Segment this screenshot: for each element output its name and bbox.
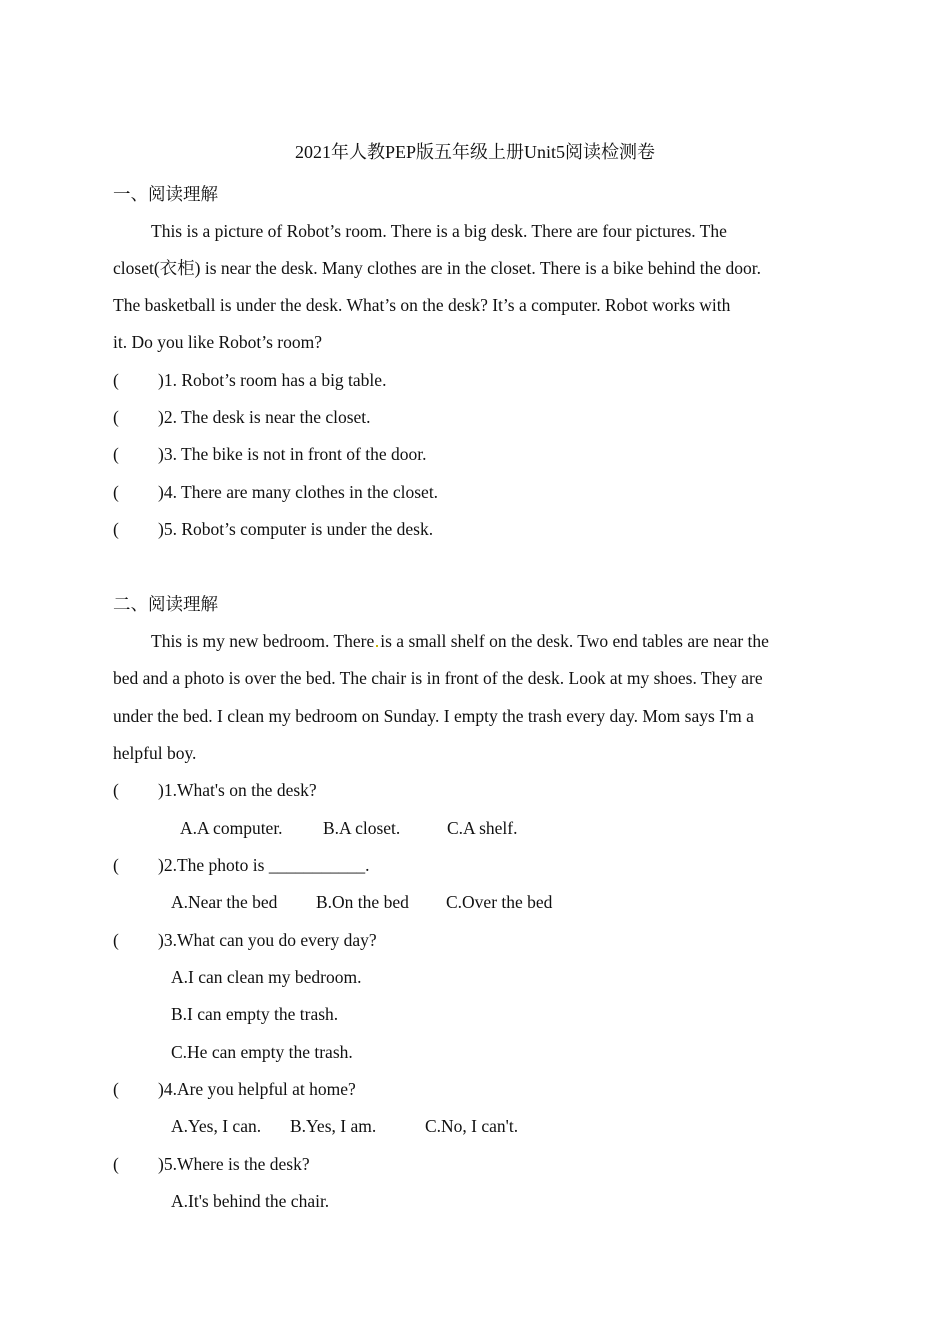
s2-question-2: ( )2.The photo is ___________.	[113, 855, 370, 875]
s1-question-3: ( )3. The bike is not in front of the door.	[113, 444, 427, 464]
q1-option-a: A.A computer.	[180, 818, 283, 838]
s1-question-5: ( )5. Robot’s computer is under the desk.	[113, 519, 434, 539]
passage2-line-3: under the bed. I clean my bedroom on Sunday. I empty the trash every day. Mom says I'm a	[113, 706, 754, 726]
section1-heading: 一、阅读理解	[113, 184, 218, 204]
s2-question-5: ( )5.Where is the desk?	[113, 1154, 310, 1174]
passage1-line-1: This is a picture of Robot’s room. There is a big desk. There are four pictures. The	[151, 221, 727, 241]
s2-question-4: ( )4.Are you helpful at home?	[113, 1079, 356, 1099]
q3-option-c: C.He can empty the trash.	[171, 1042, 353, 1062]
q4-option-b: B.Yes, I am.	[290, 1116, 377, 1136]
passage2-line-4: helpful boy.	[113, 743, 197, 763]
passage2-line-1: This is my new bedroom. There is a small shelf on the desk. Two end tables are near the	[151, 631, 769, 651]
s2-question-3: ( )3.What can you do every day?	[113, 930, 377, 950]
q4-option-a: A.Yes, I can.	[171, 1116, 262, 1136]
answer-blank[interactable]: (	[113, 930, 119, 950]
answer-blank[interactable]: (	[113, 482, 119, 502]
q2-option-a: A.Near the bed	[171, 892, 278, 912]
section2-heading: 二、阅读理解	[113, 594, 218, 614]
q2-option-b: B.On the bed	[316, 892, 409, 912]
answer-blank[interactable]: (	[113, 780, 119, 800]
passage1-line-2: closet(衣柜) is near the desk. Many clothes are in the closet. There is a bike behind the door.	[113, 258, 761, 278]
q1-option-b: B.A closet.	[323, 818, 401, 838]
answer-blank[interactable]: (	[113, 1154, 119, 1174]
q2-option-c: C.Over the bed	[446, 892, 553, 912]
q3-option-a: A.I can clean my bedroom.	[171, 967, 362, 987]
answer-blank[interactable]: (	[113, 370, 119, 390]
q4-option-c: C.No, I can't.	[425, 1116, 519, 1136]
document-title: 2021年人教PEP版五年级上册Unit5阅读检测卷	[294, 142, 656, 162]
q3-option-b: B.I can empty the trash.	[171, 1004, 339, 1024]
answer-blank[interactable]: (	[113, 855, 119, 875]
answer-blank[interactable]: (	[113, 444, 119, 464]
passage2-line-2: bed and a photo is over the bed. The chair is in front of the desk. Look at my shoes. They are	[113, 668, 763, 688]
s2-question-1: ( )1.What's on the desk?	[113, 780, 317, 800]
passage1-line-3: The basketball is under the desk. What’s on the desk? It’s a computer. Robot works with	[113, 295, 731, 315]
s1-question-2: ( )2. The desk is near the closet.	[113, 407, 371, 427]
s1-question-1: ( )1. Robot’s room has a big table.	[113, 370, 387, 390]
s1-question-4: ( )4. There are many clothes in the closet.	[113, 482, 439, 502]
answer-blank[interactable]: (	[113, 519, 119, 539]
q1-option-c: C.A shelf.	[447, 818, 518, 838]
stray-mark	[376, 645, 378, 647]
passage1-line-4: it. Do you like Robot’s room?	[113, 332, 323, 352]
answer-blank[interactable]: (	[113, 407, 119, 427]
q5-option-a: A.It's behind the chair.	[171, 1191, 330, 1211]
answer-blank[interactable]: (	[113, 1079, 119, 1099]
